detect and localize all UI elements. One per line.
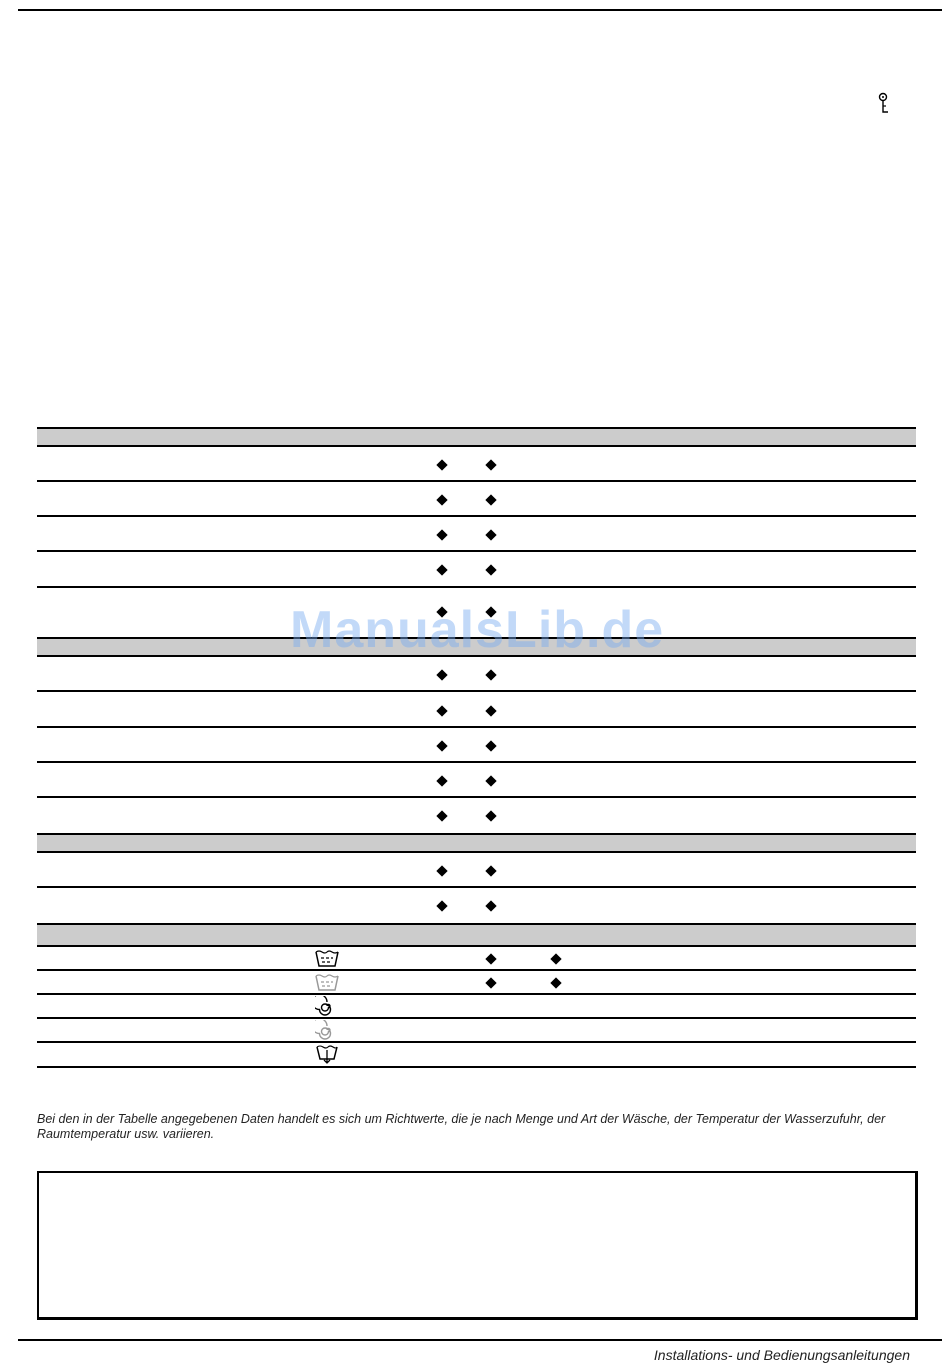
option-marker bbox=[436, 529, 447, 540]
option-marker bbox=[436, 900, 447, 911]
table-row bbox=[37, 995, 916, 1019]
bottom-rule bbox=[18, 1339, 942, 1341]
option-marker bbox=[485, 705, 496, 716]
programme-table bbox=[37, 427, 916, 1068]
option-marker bbox=[485, 900, 496, 911]
table-row bbox=[37, 517, 916, 552]
option-marker bbox=[485, 775, 496, 786]
option-marker bbox=[485, 669, 496, 680]
table-section-band bbox=[37, 427, 916, 447]
option-marker bbox=[485, 810, 496, 821]
table-row bbox=[37, 888, 916, 923]
table-row bbox=[37, 853, 916, 888]
table-section-band bbox=[37, 833, 916, 853]
table-row bbox=[37, 552, 916, 588]
watermark: ManualsLib.de bbox=[290, 601, 665, 659]
table-row bbox=[37, 763, 916, 798]
table-section-band bbox=[37, 923, 916, 947]
rinse-light-icon bbox=[315, 972, 339, 992]
option-marker bbox=[485, 459, 496, 470]
option-marker bbox=[436, 810, 447, 821]
option-marker bbox=[485, 865, 496, 876]
option-marker bbox=[485, 953, 496, 964]
table-row bbox=[37, 447, 916, 482]
option-marker bbox=[436, 775, 447, 786]
table-row bbox=[37, 728, 916, 763]
table-row bbox=[37, 947, 916, 971]
option-marker bbox=[436, 459, 447, 470]
option-marker bbox=[436, 705, 447, 716]
option-marker bbox=[436, 669, 447, 680]
table-row bbox=[37, 1019, 916, 1043]
table-row bbox=[37, 971, 916, 995]
top-rule bbox=[18, 9, 942, 11]
option-marker bbox=[436, 494, 447, 505]
table-row bbox=[37, 482, 916, 517]
option-marker bbox=[485, 494, 496, 505]
option-marker bbox=[550, 977, 561, 988]
rinse-icon bbox=[315, 948, 339, 968]
table-row bbox=[37, 798, 916, 833]
drain-icon bbox=[315, 1044, 339, 1064]
option-marker bbox=[485, 977, 496, 988]
option-marker bbox=[485, 564, 496, 575]
option-marker bbox=[436, 564, 447, 575]
key-icon bbox=[877, 92, 891, 114]
footnote: Bei den in der Tabelle angegebenen Daten handelt es sich um Richtwerte, die je nach Menge und Art der Wäsche, der Temperatur der Wasserzufuhr, der Raumtemperatur usw. variieren. bbox=[37, 1112, 886, 1141]
table-row bbox=[37, 692, 916, 728]
option-marker bbox=[485, 740, 496, 751]
notice-box bbox=[37, 1171, 918, 1320]
option-marker bbox=[436, 740, 447, 751]
spin-icon bbox=[315, 996, 339, 1016]
option-marker bbox=[485, 529, 496, 540]
option-marker bbox=[550, 953, 561, 964]
page-footer: Installations- und Bedienungsanleitungen bbox=[653, 1347, 910, 1363]
option-marker bbox=[436, 865, 447, 876]
spin-light-icon bbox=[315, 1020, 339, 1040]
table-row bbox=[37, 1043, 916, 1068]
table-row bbox=[37, 657, 916, 692]
